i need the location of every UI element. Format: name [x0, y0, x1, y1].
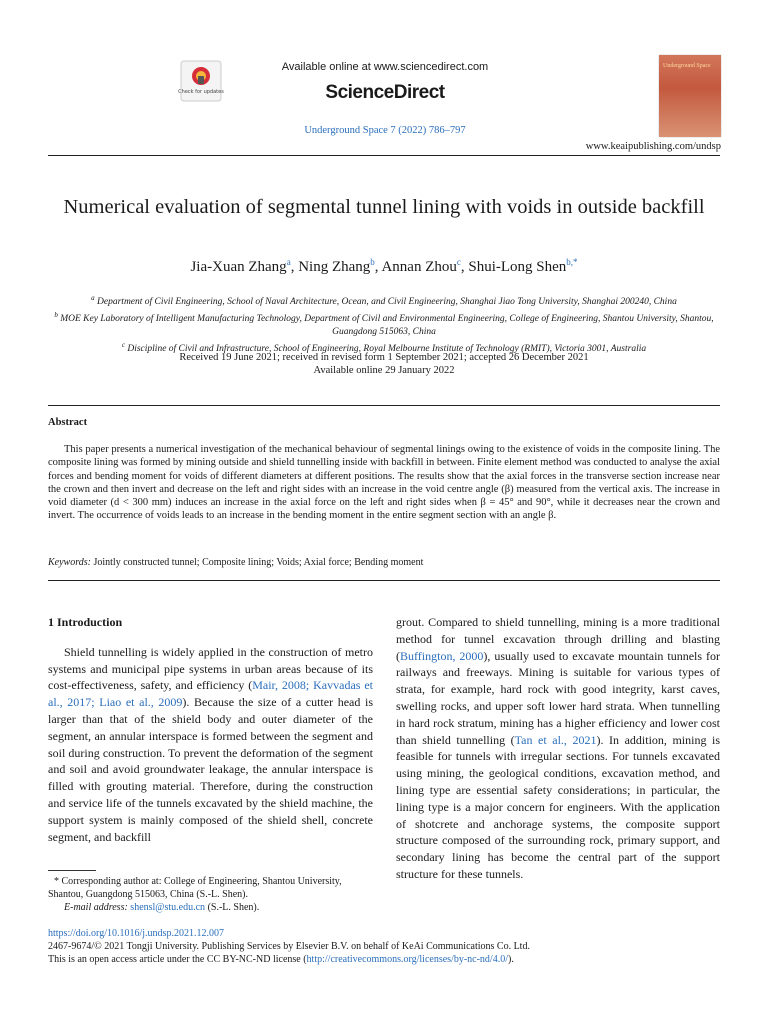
- intro-paragraph: Shield tunnelling is widely applied in the construction of metro systems and municipal pipe systems in urban areas because of its cost-effectiveness, safety, and efficiency (Mair, 2008; Kavvadas et al., 2017; Liao et al., 2009). Because the size of a cutter head is larger than that of the shield body and outer diameter of the segment, an annular interspace is formed between the segment and soil during construction. To prevent the deformation of the segment and soil and avoid groundwater leakage, the annular interspace is filled with grouting material. Therefore, during the construction and service life of the tunnels excavated by the shield machine, the support system is mainly composed of the shield shell, concrete segment, and backfill: [48, 644, 373, 844]
- keywords: [48, 557, 720, 568]
- citation-link[interactable]: Buffington, 2000: [400, 648, 484, 663]
- affil-marker[interactable]: b: [370, 257, 375, 267]
- intro-paragraph-cont: grout. Compared to shield tunnelling, mining is a more traditional method for tunnel excavation through drilling and blasting (Buffington, 2000), usually used to excavate mountain tunnels for railways and freeways. Mining is suitable for various types of strata, for example, hard rock with good integrity, karst caves, swelling rocks, and upper soft lower hard strata. When tunnelling in hard rock stratum, mining has a higher efficiency and lower cost than shield tunnelling (Tan et al., 2021). In addition, mining is feasible for tunnels with irregular sections. For tunnels excavated using mining, the geological conditions, excavation method, and lining type are essential safety considerations; in particular, the lining type is a major concern for engineers. With the application of shotcrete and anchorage systems, the composite support structure composed of the surrounding rock, primary support, and secondary lining has become the central part of the support structure for these tunnels.: [396, 615, 721, 881]
- citation-link[interactable]: Mair, 2008; Kavvadas et al., 2017; Liao et al., 2009: [48, 678, 373, 710]
- available-online-text: Available online at www.sciencedirect.com: [281, 61, 489, 73]
- footnote: [48, 875, 378, 914]
- affiliations: [40, 292, 728, 356]
- available-date: Available online 29 January 2022: [313, 365, 455, 376]
- affil-marker[interactable]: b,*: [566, 257, 578, 267]
- sciencedirect-logo: ScienceDirect: [325, 82, 445, 103]
- author-name[interactable]: Ning Zhang: [298, 259, 371, 275]
- received-dates: Received 19 June 2021; received in revised form 1 September 2021; accepted 26 December 2021: [179, 352, 589, 363]
- body-left-column: [48, 614, 373, 845]
- footnote-rule: [48, 870, 96, 871]
- citation-link[interactable]: Tan et al., 2021: [514, 732, 597, 747]
- journal-cover-image: [659, 55, 721, 137]
- affil-marker[interactable]: a: [286, 257, 291, 267]
- article-dates: [60, 351, 708, 377]
- affiliation-a: $^a$ Department of Civil Engineering, School of Naval Architecture, Ocean, and Civil Engineering, Shanghai Jiao Tong University, Shanghai 200240, China: [91, 294, 677, 308]
- doi-link[interactable]: https://doi.org/10.1016/j.undsp.2021.12.007: [48, 928, 224, 939]
- abstract-bottom-rule: [48, 580, 720, 581]
- license-text: This is an open access article under the CC BY-NC-ND license (http://creativecommons.org/licenses/by-nc-nd/4.0/).: [48, 954, 514, 965]
- license-link[interactable]: http://creativecommons.org/licenses/by-nc-nd/4.0/: [306, 954, 508, 965]
- corresponding-author-note: * Corresponding author at: College of Engineering, Shantou University, Shantou, Guangdong 515063, China (S.-L. Shen).: [48, 876, 342, 900]
- affil-marker[interactable]: c: [456, 257, 461, 267]
- keywords-list: Jointly constructed tunnel; Composite lining; Voids; Axial force; Bending moment: [93, 557, 424, 568]
- check-for-updates-label: Check for updates: [178, 89, 224, 95]
- author-name[interactable]: Annan Zhou: [381, 259, 457, 275]
- author-name[interactable]: Shui-Long Shen: [468, 259, 567, 275]
- publication-info: [48, 927, 738, 966]
- article-title: Numerical evaluation of segmental tunnel lining with voids in outside backfill: [63, 196, 705, 218]
- abstract-heading: Abstract: [48, 417, 88, 428]
- body-right-column: [396, 614, 720, 883]
- publisher-url: www.keaipublishing.com/undsp: [585, 141, 721, 152]
- journal-reference-link[interactable]: Underground Space 7 (2022) 786–797: [304, 125, 466, 136]
- check-for-updates-icon[interactable]: [178, 61, 224, 101]
- abstract-top-rule: [48, 405, 720, 406]
- author-list: Jia-Xuan Zhang$^a$, Ning Zhang$^b$, Annan Zhou$^c$, Shui-Long Shen$^{b,*}$: [190, 257, 578, 275]
- email-line: E-mail address: shensl@stu.edu.cn (S.-L. Shen).: [64, 902, 260, 913]
- cover-title: Underground Space: [663, 63, 711, 69]
- abstract-text: This paper presents a numerical investigation of the mechanical behaviour of segmental linings owing to the existence of voids in the composite lining. The composite lining was formed by mining outside and shield tunnelling inside with backfill in between. Finite element method was conducted to analyse the axial forces and bending moment for voids of different diameters at different positions. The results show that the axial forces in the transverse section increase near the crown and then invert and decrease on the left and right sides with an increase in the void centre angle (β) measured from the vertical axis. The increase in void diameter (d < 300 mm) induces an increase in the axial force on the left and right sides when β = 45° and 90°, while it decreases near the crown and invert. The occurrence of voids leads to an increase in the bending moment in the entire segment section with an angle β.: [48, 444, 720, 522]
- affiliation-c: $^c$ Discipline of Civil and Infrastructure, School of Engineering, Royal Melbourne Institute of Technology (RMIT), Victoria 3001, Australia: [121, 341, 647, 355]
- email-link[interactable]: shensl@stu.edu.cn: [130, 902, 206, 913]
- section-heading: 1 Introduction: [48, 615, 123, 629]
- copyright-text: 2467-9674/© 2021 Tongji University. Publishing Services by Elsevier B.V. on behalf of KeAi Communications Co. Ltd.: [48, 941, 530, 952]
- affiliation-b: $^b$ MOE Key Laboratory of Intelligent Manufacturing Technology, Department of Civil and Environmental Engineering, College of Engineering, Shantou University, Shantou, Guangdong 515063, China: [54, 311, 714, 338]
- keywords-label: Keywords:: [48, 557, 91, 568]
- author-name[interactable]: Jia-Xuan Zhang: [190, 259, 287, 275]
- header-rule: [48, 155, 720, 156]
